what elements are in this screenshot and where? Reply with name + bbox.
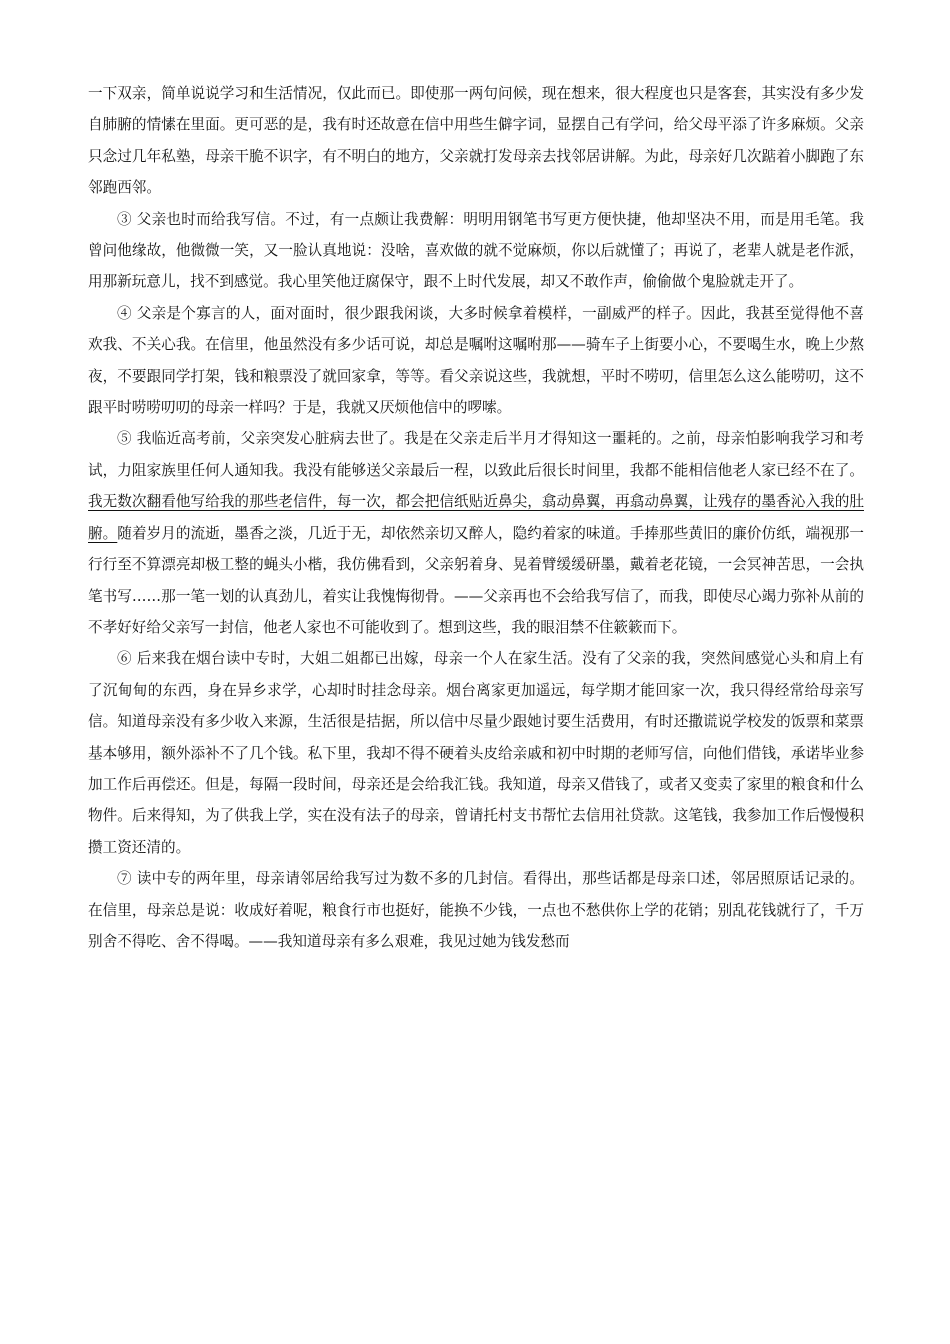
paragraph-5-text-before: ⑤ 我临近高考前，父亲突发心脏病去世了。我是在父亲走后半月才得知这一噩耗的。之前，母亲怕影响我学习和考试，力阻家族里任何人通知我。我没有能够送父亲最后一程，以致此后很长时间里，我都不能相信他老人家已经不在了。 (88, 430, 864, 479)
paragraph-5 (88, 423, 864, 643)
paragraph-5-text-after: 随着岁月的流逝，墨香之淡，几近于无，却依然亲切又醉人，隐约着家的味道。手捧那些黄旧的廉价仿纸，端视那一行行至不算漂亮却极工整的蝇头小楷，我仿佛看到，父亲躬着身、晃着臂缓缓研墨，戴着老花镜，一会冥神苦思，一会执笔书写……那一笔一划的认真劲儿，着实让我愧悔彻骨。——父亲再也不会给我写信了，而我，即使尽心竭力弥补从前的不孝好好给父亲写一封信，他老人家也不可能收到了。想到这些，我的眼泪禁不住簌簌而下。 (88, 524, 864, 636)
underlined-sentence: 我无数次翻看他写给我的那些老信件，每一次，都会把信纸贴近鼻尖，翕动鼻翼，再翕动鼻翼，让残存的墨香沁入我的肚腑。 (88, 493, 864, 542)
paragraph-7: ⑦ 读中专的两年里，母亲请邻居给我写过为数不多的几封信。看得出，那些话都是母亲口述，邻居照原话记录的。在信里，母亲总是说：收成好着呢，粮食行市也挺好，能换不少钱，一点也不愁供你上学的花销；别乱花钱就行了，千万别舍不得吃、舍不得喝。——我知道母亲有多么艰难，我见过她为钱发愁而 (88, 870, 864, 950)
paragraph-continuation: 一下双亲，简单说说学习和生活情况，仅此而已。即使那一两句问候，现在想来，很大程度也只是客套，其实没有多少发自肺腑的情愫在里面。更可恶的是，我有时还故意在信中用些生僻字词，显摆自己有学问，给父母平添了许多麻烦。父亲只念过几年私塾，母亲干脆不识字，有不明白的地方，父亲就打发母亲去找邻居讲解。为此，母亲好几次踮着小脚跑了东邻跑西邻。 (88, 85, 864, 197)
paragraph-4: ④ 父亲是个寡言的人，面对面时，很少跟我闲谈，大多时候拿着模样，一副威严的样子。因此，我甚至觉得他不喜欢我、不关心我。在信里，他虽然没有多少话可说，却总是嘱咐这嘱咐那——骑车子上街要小心，不要喝生水，晚上少熬夜，不要跟同学打架，钱和粮票没了就回家拿，等等。看父亲说这些，我就想，平时不唠叨，信里怎么这么能唠叨，这不跟平时唠唠叨叨的母亲一样吗？于是，我就又厌烦他信中的啰嗦。 (88, 304, 864, 417)
paragraph-3: ③ 父亲也时而给我写信。不过，有一点颇让我费解：明明用钢笔书写更方便快捷，他却坚决不用，而是用毛笔。我曾问他缘故，他微微一笑，又一脸认真地说：没啥，喜欢做的就不觉麻烦，你以后就懂了；再说了，老辈人就是老作派，用那新玩意儿，找不到感觉。我心里笑他迂腐保守，跟不上时代发展，却又不敢作声，偷偷做个鬼脸就走开了。 (88, 210, 864, 291)
document-page (88, 78, 864, 957)
paragraph-6: ⑥ 后来我在烟台读中专时，大姐二姐都已出嫁，母亲一个人在家生活。没有了父亲的我，突然间感觉心头和肩上有了沉甸甸的东西，身在异乡求学，心却时时挂念母亲。烟台离家更加遥远，每学期才能回家一次，我只得经常给母亲写信。知道母亲没有多少收入来源，生活很是拮据，所以信中尽量少跟她讨要生活费用，有时还撒谎说学校发的饭票和菜票基本够用，额外添补不了几个钱。私下里，我却不得不硬着头皮给亲戚和初中时期的老师写信，向他们借钱，承诺毕业参加工作后再偿还。但是，每隔一段时间，母亲还是会给我汇钱。我知道，母亲又借钱了，或者又变卖了家里的粮食和什么物件。后来得知，为了供我上学，实在没有法子的母亲，曾请托村支书帮忙去信用社贷款。这笔钱，我参加工作后慢慢积攒工资还清的。 (88, 650, 864, 856)
